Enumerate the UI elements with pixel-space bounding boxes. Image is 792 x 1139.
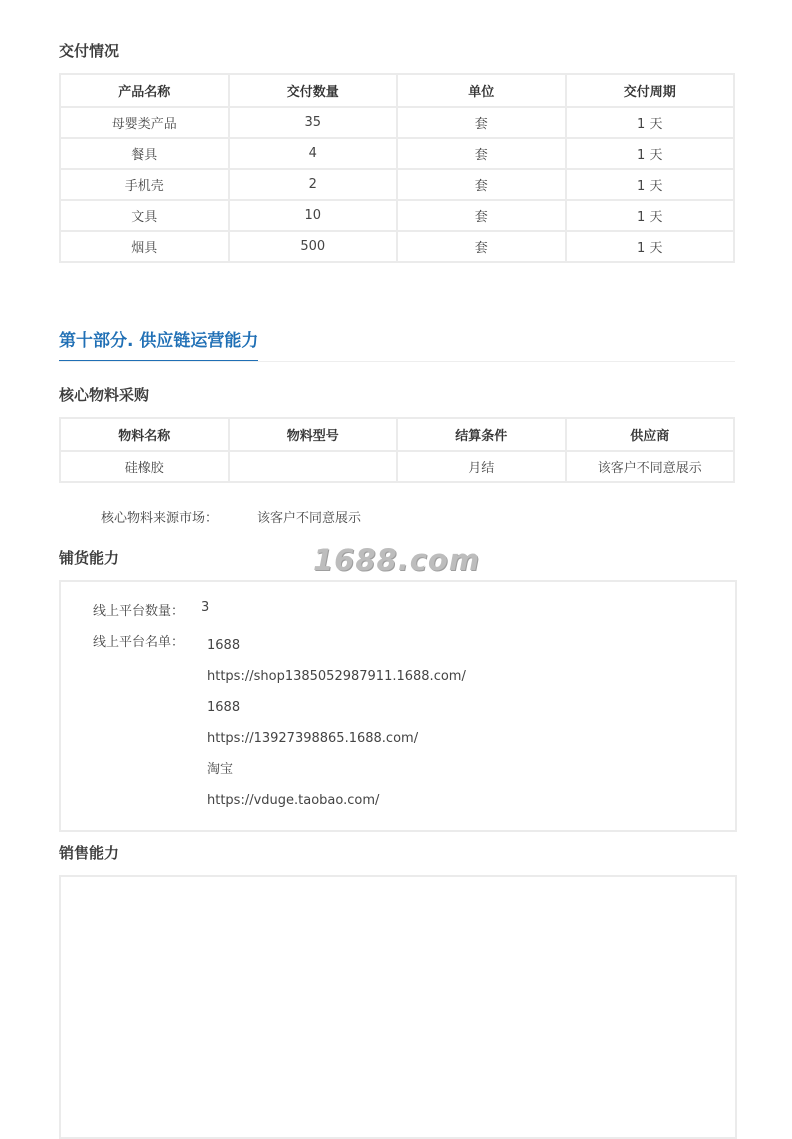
platform-list: [207, 630, 466, 816]
cycle-cell: 1 天: [566, 107, 735, 138]
product-name-cell: 母婴类产品: [60, 107, 229, 138]
platform-name: 淘宝: [207, 762, 234, 777]
column-header: 交付数量: [229, 74, 398, 107]
quantity-cell: 500: [229, 231, 398, 262]
platform-name: 1688: [207, 700, 241, 715]
column-header: 供应商: [566, 418, 735, 451]
watermark-logo: 1688.com: [313, 543, 481, 577]
settlement-cell: 月结: [397, 451, 566, 482]
column-header: 产品名称: [60, 74, 229, 107]
sales-heading: 销售能力: [59, 844, 120, 862]
delivery-heading: 交付情况: [59, 42, 120, 60]
platform-url: https://13927398865.1688.com/: [207, 731, 419, 746]
material-source-label: 核心物料来源市场：: [101, 511, 219, 526]
table-row: [60, 231, 734, 262]
material-model-cell: [229, 451, 398, 482]
quantity-cell: 10: [229, 200, 398, 231]
product-name-cell: 烟具: [60, 231, 229, 262]
unit-cell: 套: [397, 138, 566, 169]
cycle-cell: 1 天: [566, 138, 735, 169]
table-row: [60, 107, 734, 138]
section-title: 第十部分. 供应链运营能力: [59, 328, 258, 362]
unit-cell: 套: [397, 200, 566, 231]
column-header: 单位: [397, 74, 566, 107]
cycle-cell: 1 天: [566, 231, 735, 262]
cycle-cell: 1 天: [566, 200, 735, 231]
platform-name: 1688: [207, 638, 241, 653]
distribution-panel: [59, 580, 737, 832]
quantity-cell: 4: [229, 138, 398, 169]
material-name-cell: 硅橡胶: [60, 451, 229, 482]
column-header: 物料名称: [60, 418, 229, 451]
unit-cell: 套: [397, 231, 566, 262]
column-header: 物料型号: [229, 418, 398, 451]
material-source-value: 该客户不同意展示: [257, 511, 362, 526]
product-name-cell: 手机壳: [60, 169, 229, 200]
unit-cell: 套: [397, 169, 566, 200]
section-divider: [59, 361, 735, 362]
quantity-cell: 35: [229, 107, 398, 138]
cycle-cell: 1 天: [566, 169, 735, 200]
distribution-heading: 铺货能力: [59, 549, 120, 567]
table-row: [60, 169, 734, 200]
product-name-cell: 餐具: [60, 138, 229, 169]
quantity-cell: 2: [229, 169, 398, 200]
product-name-cell: 文具: [60, 200, 229, 231]
platform-count-label: 线上平台数量：: [93, 604, 185, 619]
sales-panel: [59, 875, 737, 1139]
table-row: [60, 138, 734, 169]
supplier-cell: 该客户不同意展示: [566, 451, 735, 482]
materials-heading: 核心物料采购: [59, 386, 150, 404]
platform-url: https://shop1385052987911.1688.com/: [207, 669, 466, 684]
materials-table: [59, 417, 735, 483]
unit-cell: 套: [397, 107, 566, 138]
column-header: 结算条件: [397, 418, 566, 451]
platform-count-value: 3: [201, 600, 210, 615]
materials-table-header: [60, 418, 734, 451]
platform-url: https://vduge.taobao.com/: [207, 793, 380, 808]
delivery-table: [59, 73, 735, 263]
platform-list-label: 线上平台名单：: [93, 635, 185, 650]
delivery-table-header: [60, 74, 734, 107]
table-row: [60, 451, 734, 482]
table-row: [60, 200, 734, 231]
column-header: 交付周期: [566, 74, 735, 107]
